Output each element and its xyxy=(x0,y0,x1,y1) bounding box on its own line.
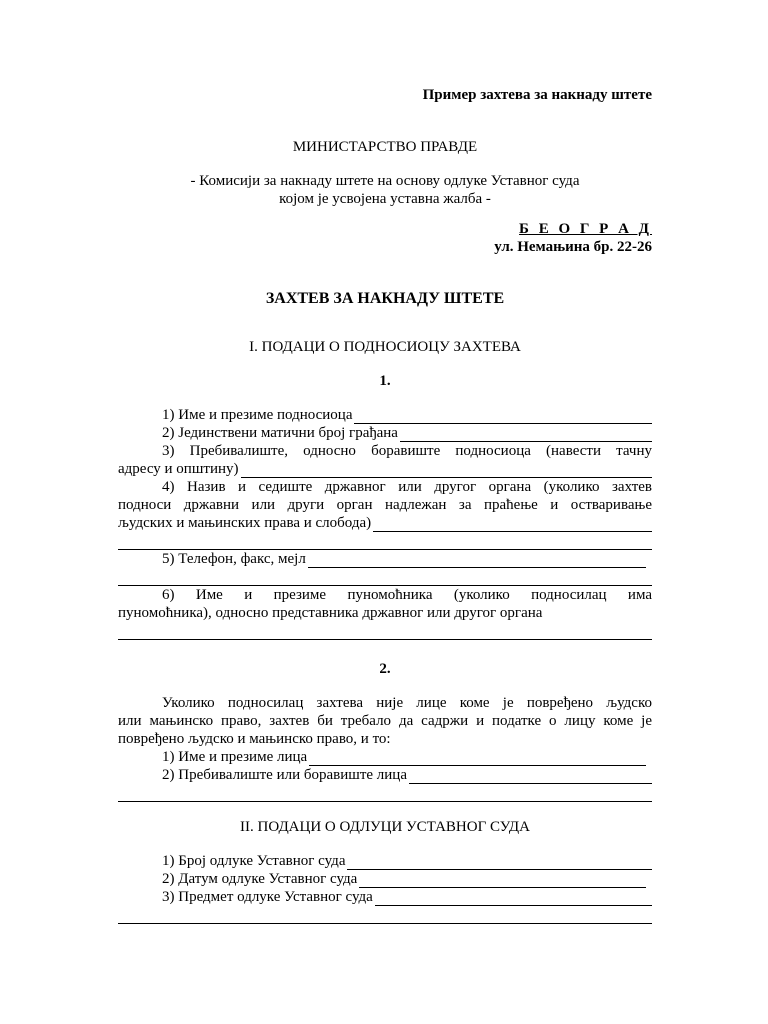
applicant-name-field[interactable] xyxy=(118,406,652,424)
authority-field[interactable] xyxy=(118,514,652,532)
applicant-name-label: 1) Име и презиме подносиоца xyxy=(162,407,353,423)
applicant-residence-label-1: 3) Пребивалиште, односно боравиште подносиоца (навести тачну xyxy=(162,443,652,459)
commission-line-1: - Комисији за накнаду штете на основу одлуке Уставног суда xyxy=(190,173,580,189)
decision-date-label: 2) Датум одлуке Уставног суда xyxy=(162,871,358,887)
authority-extra-line[interactable] xyxy=(118,532,652,550)
decision-number-field[interactable] xyxy=(118,852,652,870)
address: ул. Немањина бр. 22-26 xyxy=(494,239,652,255)
authority-label-2: подноси државни или други орган надлежан за праћење и остваривање xyxy=(118,497,652,513)
applicant-residence-label-2: адресу и општину) xyxy=(118,461,239,477)
attorney-label-2: пуномоћника), односно представника државног или другог органа xyxy=(118,605,543,621)
decision-subject-label: 3) Предмет одлуке Уставног суда xyxy=(162,889,373,905)
authority-line[interactable] xyxy=(373,517,652,532)
decision-subject-field[interactable] xyxy=(118,888,652,906)
authority-label-3: људских и мањинских права и слобода) xyxy=(118,515,372,531)
decision-date-field[interactable] xyxy=(118,870,652,888)
city-name: Б Е О Г Р А Д xyxy=(519,221,652,237)
decision-subject-line[interactable] xyxy=(375,891,652,906)
document-title: ЗАХТЕВ ЗА НАКНАДУ ШТЕТЕ xyxy=(265,290,505,307)
example-title: Пример захтева за накнаду штете xyxy=(422,87,652,103)
applicant-residence-field[interactable] xyxy=(118,460,652,478)
injured-person-para-1: Уколико подносилац захтева није лице коме је повређено људско xyxy=(162,695,652,711)
section1-sub1: 1. xyxy=(379,373,391,389)
commission-line-2: којом је усвојена уставна жалба - xyxy=(279,191,491,207)
applicant-jmbg-line[interactable] xyxy=(400,427,652,442)
injured-person-para-2: или мањинско право, захтев би требало да садржи и податке о лицу коме је xyxy=(118,713,652,729)
decision-number-line[interactable] xyxy=(347,855,652,870)
contact-field[interactable] xyxy=(118,550,652,568)
applicant-jmbg-field[interactable] xyxy=(118,424,652,442)
person-name-label: 1) Име и презиме лица xyxy=(162,749,308,765)
decision-extra-line[interactable] xyxy=(118,906,652,924)
contact-extra-line[interactable] xyxy=(118,568,652,586)
person-residence-field[interactable] xyxy=(118,766,652,784)
person-name-field[interactable] xyxy=(118,748,652,766)
contact-line[interactable] xyxy=(308,553,646,568)
decision-number-label: 1) Број одлуке Уставног суда xyxy=(162,853,346,869)
authority-label-1: 4) Назив и седиште државног или другог органа (уколико захтев xyxy=(162,479,652,495)
ministry-name: МИНИСТАРСТВО ПРАВДЕ xyxy=(292,139,478,155)
applicant-residence-line[interactable] xyxy=(241,463,653,478)
attorney-label-1: 6) Име и презиме пуномоћника (уколико подносилац има xyxy=(162,587,652,603)
section2-heading: II. ПОДАЦИ О ОДЛУЦИ УСТАВНОГ СУДА xyxy=(240,819,530,835)
section1-sub2: 2. xyxy=(379,661,391,677)
applicant-jmbg-label: 2) Јединствени матични број грађана xyxy=(162,425,398,441)
attorney-line[interactable] xyxy=(118,622,652,640)
injured-person-para-3: повређено људско и мањинско право, и то: xyxy=(118,731,391,747)
person-name-line[interactable] xyxy=(309,751,646,766)
contact-label: 5) Телефон, факс, мејл xyxy=(162,551,306,567)
person-residence-label: 2) Пребивалиште или боравиште лица xyxy=(162,767,407,783)
person-extra-line[interactable] xyxy=(118,784,652,802)
section1-heading: I. ПОДАЦИ О ПОДНОСИОЦУ ЗАХТЕВА xyxy=(249,339,521,355)
person-residence-line[interactable] xyxy=(409,769,652,784)
decision-date-line[interactable] xyxy=(359,873,646,888)
document-page xyxy=(118,86,652,924)
applicant-name-line[interactable] xyxy=(354,409,652,424)
